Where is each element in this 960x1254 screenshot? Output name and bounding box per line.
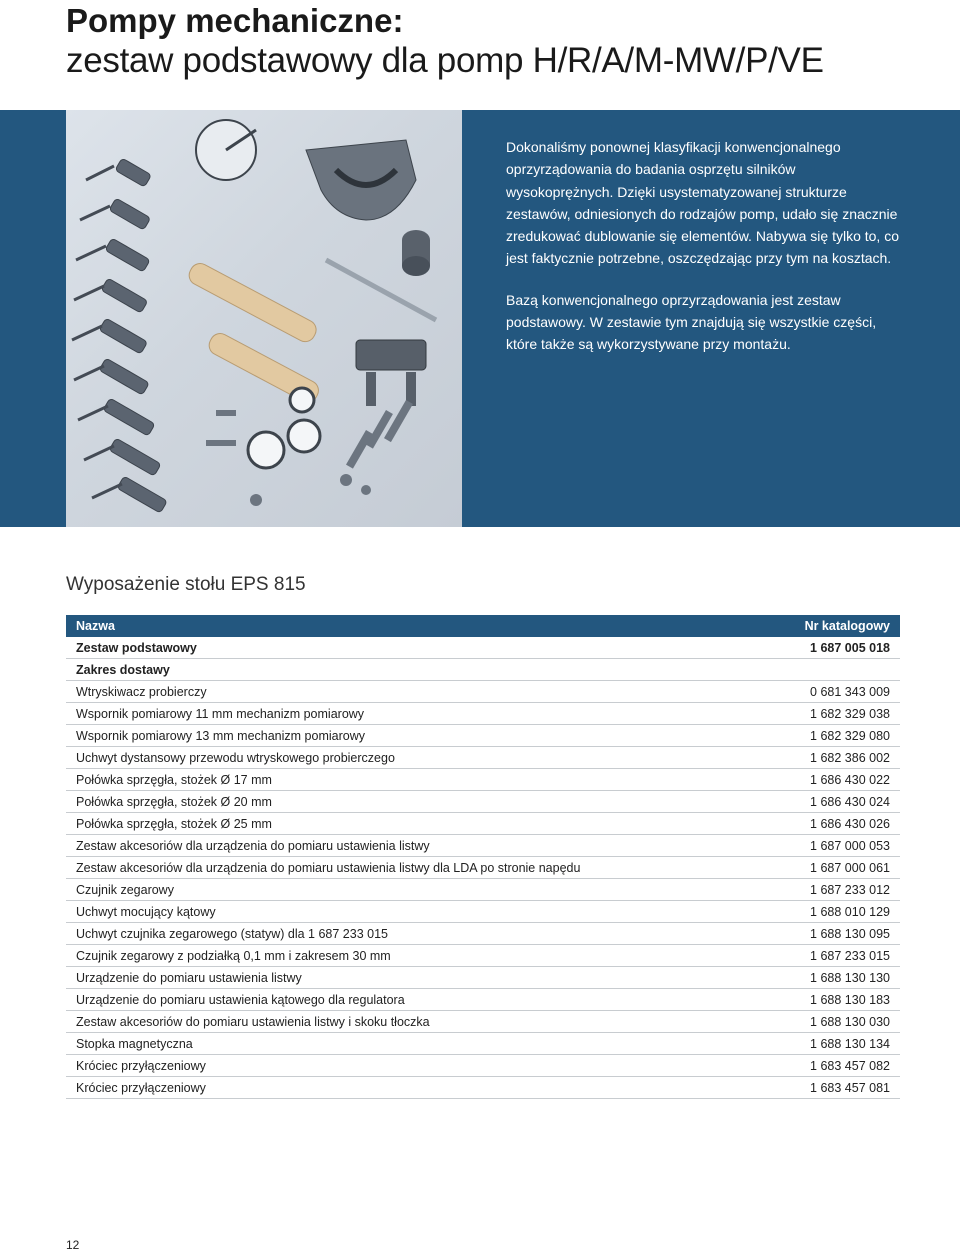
table-row bbox=[66, 681, 900, 703]
row-number: 1 686 430 022 bbox=[760, 769, 900, 791]
row-number: 1 687 233 012 bbox=[760, 879, 900, 901]
page-title: Pompy mechaniczne: bbox=[66, 2, 404, 39]
column-header-number: Nr katalogowy bbox=[760, 615, 900, 637]
table-row bbox=[66, 1033, 900, 1055]
row-name: Połówka sprzęgła, stożek Ø 25 mm bbox=[66, 813, 760, 835]
table-row bbox=[66, 901, 900, 923]
table-row bbox=[66, 813, 900, 835]
row-name: Króciec przyłączeniowy bbox=[66, 1055, 760, 1077]
row-number: 0 681 343 009 bbox=[760, 681, 900, 703]
table-row bbox=[66, 659, 900, 681]
row-number: 1 688 130 134 bbox=[760, 1033, 900, 1055]
intro-paragraph-2: Bazą konwencjonalnego oprzyrządowania jest zestaw podstawowy. W zestawie tym znajdują się wszystkie części, które także są wykorzystywane przy montażu. bbox=[506, 291, 877, 353]
row-number: 1 686 430 024 bbox=[760, 791, 900, 813]
row-number: 1 688 130 030 bbox=[760, 1011, 900, 1033]
row-number: 1 688 130 095 bbox=[760, 923, 900, 945]
row-name: Uchwyt dystansowy przewodu wtryskowego probierczego bbox=[66, 747, 760, 769]
table-row bbox=[66, 1055, 900, 1077]
column-header-name: Nazwa bbox=[66, 615, 760, 637]
table-row bbox=[66, 1011, 900, 1033]
row-name: Połówka sprzęgła, stożek Ø 20 mm bbox=[66, 791, 760, 813]
row-name: Połówka sprzęgła, stożek Ø 17 mm bbox=[66, 769, 760, 791]
row-name: Stopka magnetyczna bbox=[66, 1033, 760, 1055]
row-number: 1 687 000 061 bbox=[760, 857, 900, 879]
equipment-table bbox=[66, 615, 900, 1099]
row-name: Zestaw akcesoriów dla urządzenia do pomiaru ustawienia listwy dla LDA po stronie napędu bbox=[66, 857, 760, 879]
row-name: Wspornik pomiarowy 11 mm mechanizm pomiarowy bbox=[66, 703, 760, 725]
table-row bbox=[66, 945, 900, 967]
table-row bbox=[66, 857, 900, 879]
table-row bbox=[66, 835, 900, 857]
row-number: 1 682 329 080 bbox=[760, 725, 900, 747]
row-name: Zakres dostawy bbox=[66, 659, 760, 681]
row-number: 1 682 329 038 bbox=[760, 703, 900, 725]
row-number: 1 682 386 002 bbox=[760, 747, 900, 769]
table-row bbox=[66, 637, 900, 659]
row-number: 1 687 005 018 bbox=[760, 637, 900, 659]
table-row bbox=[66, 1077, 900, 1099]
row-number bbox=[760, 659, 900, 681]
row-number: 1 688 130 130 bbox=[760, 967, 900, 989]
intro-text bbox=[506, 136, 906, 375]
row-name: Czujnik zegarowy z podziałką 0,1 mm i zakresem 30 mm bbox=[66, 945, 760, 967]
row-name: Wtryskiwacz probierczy bbox=[66, 681, 760, 703]
table-row bbox=[66, 879, 900, 901]
page-header bbox=[66, 2, 824, 82]
row-number: 1 687 000 053 bbox=[760, 835, 900, 857]
row-number: 1 687 233 015 bbox=[760, 945, 900, 967]
table-row bbox=[66, 725, 900, 747]
table-header-row bbox=[66, 615, 900, 637]
table-row bbox=[66, 769, 900, 791]
row-number: 1 688 130 183 bbox=[760, 989, 900, 1011]
row-number: 1 683 457 082 bbox=[760, 1055, 900, 1077]
table-row bbox=[66, 791, 900, 813]
row-number: 1 686 430 026 bbox=[760, 813, 900, 835]
table-row bbox=[66, 747, 900, 769]
table-row bbox=[66, 967, 900, 989]
page-subtitle: zestaw podstawowy dla pomp H/R/A/M-MW/P/VE bbox=[66, 41, 824, 80]
page-number: 12 bbox=[66, 1238, 80, 1252]
row-name: Króciec przyłączeniowy bbox=[66, 1077, 760, 1099]
row-number: 1 688 010 129 bbox=[760, 901, 900, 923]
tools-illustration bbox=[66, 110, 462, 527]
row-name: Zestaw podstawowy bbox=[66, 637, 760, 659]
table-row bbox=[66, 989, 900, 1011]
row-name: Urządzenie do pomiaru ustawienia listwy bbox=[66, 967, 760, 989]
intro-paragraph-1: Dokonaliśmy ponownej klasyfikacji konwencjonalnego oprzyrządowania do badania osprzętu silników wysokoprężnych. Dzięki usystematyzowanej strukturze zestawów, odniesionych do rodzajów pomp, udało się znacznie zredukować dublowanie się elementów. Nabywa się tylko to, co jest faktycznie potrzebne, oszczędzając przy tym na kosztach. bbox=[506, 139, 899, 267]
row-name: Czujnik zegarowy bbox=[66, 879, 760, 901]
row-name: Wspornik pomiarowy 13 mm mechanizm pomiarowy bbox=[66, 725, 760, 747]
row-name: Uchwyt mocujący kątowy bbox=[66, 901, 760, 923]
row-name: Urządzenie do pomiaru ustawienia kątowego dla regulatora bbox=[66, 989, 760, 1011]
section-heading: Wyposażenie stołu EPS 815 bbox=[66, 574, 306, 595]
row-number: 1 683 457 081 bbox=[760, 1077, 900, 1099]
row-name: Uchwyt czujnika zegarowego (statyw) dla 1 687 233 015 bbox=[66, 923, 760, 945]
row-name: Zestaw akcesoriów dla urządzenia do pomiaru ustawienia listwy bbox=[66, 835, 760, 857]
tools-photo bbox=[66, 110, 462, 527]
table-row bbox=[66, 923, 900, 945]
row-name: Zestaw akcesoriów do pomiaru ustawienia listwy i skoku tłoczka bbox=[66, 1011, 760, 1033]
table-row bbox=[66, 703, 900, 725]
